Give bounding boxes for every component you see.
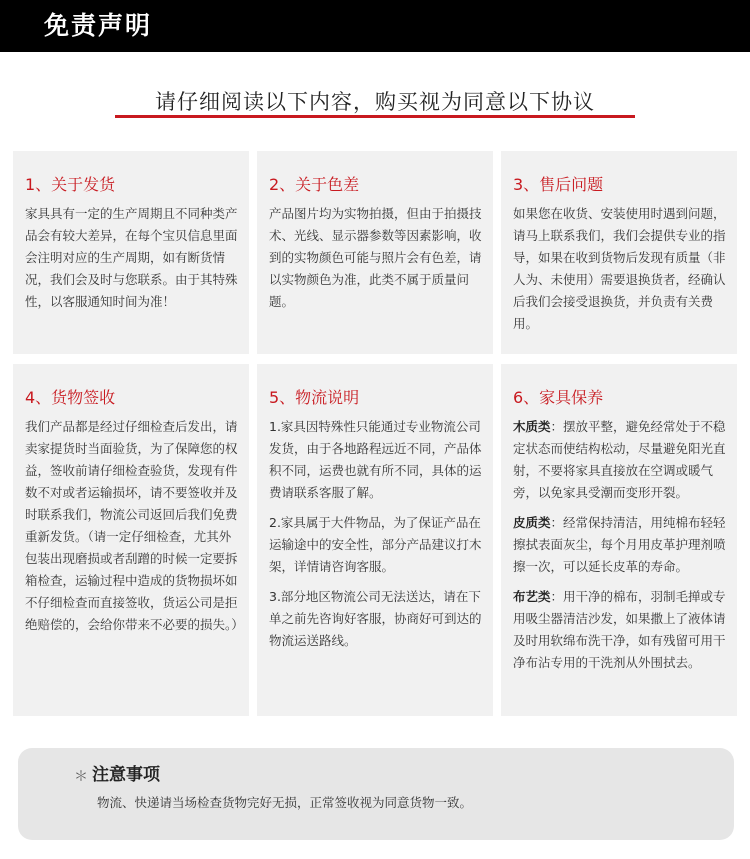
card-paragraph: 3.部分地区物流公司无法送达，请在下单之前先咨询好客服，协商好可到达的物流运送路线。 xyxy=(269,589,482,648)
care-leather-paragraph xyxy=(513,512,727,578)
care-text: ：摆放平整，避免经常处于不稳定状态而使结构松动，尽量避免阳光直射，不要将家具直接放在空调或暖气旁，以免家具受潮而变形开裂。 xyxy=(513,419,726,500)
card-paragraph: 如果您在收货、安装使用时遇到问题，请马上联系我们，我们会提供专业的指导，如果在收到货物后发现有质量（非人为、未使用）需要退换货者，经确认后我们会接受退换货，并负责有关费用。 xyxy=(513,206,726,331)
card-title: 6、家具保养 xyxy=(513,388,604,407)
card-paragraph: 2.家具属于大件物品，为了保证产品在运输途中的安全性，部分产品建议打木架，详情请咨询客服。 xyxy=(269,515,482,574)
care-label: 布艺类 xyxy=(513,589,551,604)
card-title: 5、物流说明 xyxy=(269,388,360,407)
card-body xyxy=(513,416,727,682)
card-paragraph: 我们产品都是经过仔细检查后发出，请卖家提货时当面验货，为了保障您的权益，签收前请仔细检查验货，发现有件数不对或者运输损坏，请不要签收并及时联系我们，物流公司返回后我们免费重新发货。（请一定仔细检查，尤其外包装出现磨损或者刮蹭的时候一定要拆箱检查，运输过程中造成的货物损坏如不仔细检查而直接签收，货运公司是拒绝赔偿的，会给你带来不必要的损失。） xyxy=(25,419,244,632)
agreement-subtitle: 请仔细阅读以下内容，购买视为同意以下协议 xyxy=(155,90,595,114)
card-color-difference xyxy=(257,151,493,354)
card-paragraph: 1.家具因特殊性只能通过专业物流公司发货，由于各地路程远近不同，产品体积不同，运费也就有所不同，具体的运费请联系客服了解。 xyxy=(269,419,482,500)
card-body xyxy=(25,416,244,644)
notice-box xyxy=(18,748,734,840)
care-fabric-paragraph xyxy=(513,586,727,674)
page-title: 免责声明 xyxy=(44,11,153,40)
card-receipt xyxy=(13,364,249,716)
card-title: 1、关于发货 xyxy=(25,175,116,194)
card-shipping xyxy=(13,151,249,354)
care-wood-paragraph xyxy=(513,416,727,504)
subtitle-underline xyxy=(115,115,635,118)
notice-text: 物流、快递请当场检查货物完好无损，正常签收视为同意货物一致。 xyxy=(97,795,473,810)
card-body xyxy=(25,203,239,321)
header-bar xyxy=(0,0,750,52)
care-label: 木质类 xyxy=(513,419,551,434)
notice-title: 注意事项 xyxy=(92,765,160,785)
card-furniture-care xyxy=(501,364,737,716)
asterisk-icon: ＊ xyxy=(74,769,88,785)
card-title: 3、售后问题 xyxy=(513,175,604,194)
card-title: 4、货物签收 xyxy=(25,388,116,407)
card-title: 2、关于色差 xyxy=(269,175,360,194)
card-after-sales xyxy=(501,151,737,354)
card-paragraph: 产品图片均为实物拍摄，但由于拍摄技术、光线、显示器参数等因素影响，收到的实物颜色可能与照片会有色差，请以实物颜色为准，此类不属于质量问题。 xyxy=(269,206,482,309)
care-text: ：经常保持清洁，用纯棉布轻轻擦拭表面灰尘，每个月用皮革护理剂喷擦一次，可以延长皮革的寿命。 xyxy=(513,515,726,574)
care-label: 皮质类 xyxy=(513,515,551,530)
card-paragraph: 家具具有一定的生产周期且不同种类产品会有较大差异，在每个宝贝信息里面会注明对应的生产周期，如有断货情况，我们会及时与您联系。由于其特殊性，以客服通知时间为准！ xyxy=(25,206,238,309)
card-body xyxy=(269,416,483,660)
card-logistics xyxy=(257,364,493,716)
card-body xyxy=(513,203,727,343)
card-body xyxy=(269,203,483,321)
care-text: ：用干净的棉布，羽制毛掸或专用吸尘器清洁沙发，如果撒上了液体请及时用软绵布洗干净，如有残留可用干净布沾专用的干洗剂从外围拭去。 xyxy=(513,589,726,670)
